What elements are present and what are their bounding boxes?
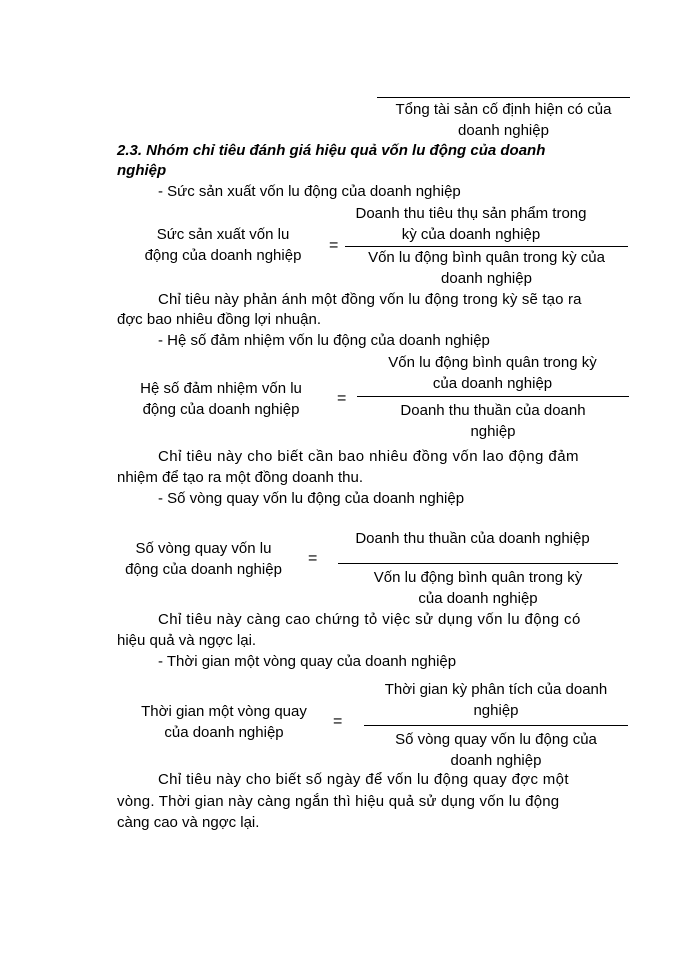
paragraph-line: Chỉ tiêu này cho biết cần bao nhiêu đồng vốn lao động đảm: [158, 448, 579, 465]
text-line: của doanh nghiệp: [418, 590, 538, 607]
text-line: Số vòng quay vốn lu: [135, 540, 272, 557]
text-line: động của doanh nghiệp: [142, 401, 300, 418]
fraction-bar: [364, 725, 628, 726]
bullet-item: - Sức sản xuất vốn lu động của doanh nghiệp: [158, 183, 461, 200]
formula-lhs: [124, 701, 324, 743]
text-line: doanh nghiệp: [450, 752, 542, 769]
section-heading-cont: nghiệp: [117, 162, 167, 179]
fraction-numerator: [360, 352, 625, 394]
text-line: Thời gian kỳ phân tích của doanh: [384, 681, 608, 698]
text-line: động của doanh nghiệp: [125, 561, 282, 578]
paragraph-line: đợc bao nhiêu đồng lợi nhuận.: [117, 311, 321, 328]
text-line: doanh nghiệp: [458, 122, 549, 139]
paragraph-line: càng cao và ngợc lại.: [117, 814, 260, 831]
text-line: doanh nghiệp: [441, 270, 532, 287]
fraction-bar: [338, 563, 618, 564]
text-line: của doanh nghiệp: [164, 724, 284, 741]
formula-lhs: [106, 538, 301, 580]
equals-sign: =: [308, 550, 318, 567]
text-line: Vốn lu động bình quân trong kỳ của: [368, 249, 605, 266]
paragraph-line: nhiệm để tạo ra một đồng doanh thu.: [117, 469, 364, 486]
text-line: Hệ số đảm nhiệm vốn lu: [140, 380, 302, 397]
paragraph-line: Chỉ tiêu này phản ánh một đồng vốn lu động trong kỳ sẽ tạo ra: [158, 291, 582, 308]
paragraph-line: Chỉ tiêu này càng cao chứng tỏ việc sử dụng vốn lu động có: [158, 611, 581, 628]
fraction-numerator: [365, 679, 627, 721]
fraction-denominator-top: [362, 99, 645, 141]
equals-sign: =: [329, 237, 339, 254]
fraction-bar-top: [377, 97, 630, 98]
bullet-item: - Hệ số đảm nhiệm vốn lu động của doanh nghiệp: [158, 332, 490, 349]
paragraph-line: Chỉ tiêu này cho biết số ngày để vốn lu động quay đợc một: [158, 771, 569, 788]
fraction-denominator: [345, 247, 628, 289]
fraction-bar: [357, 396, 629, 397]
text-line: Thời gian một vòng quay: [141, 703, 307, 720]
fraction-numerator: [345, 203, 597, 245]
fraction-denominator: [370, 400, 616, 442]
fraction-numerator: [330, 528, 615, 549]
fraction-denominator: [370, 729, 622, 771]
text-line: Doanh thu thuần của doanh nghiệp: [355, 530, 590, 547]
bullet-item: - Số vòng quay vốn lu động của doanh nghiệp: [158, 490, 465, 507]
bullet-item: - Thời gian một vòng quay của doanh nghiệp: [158, 653, 457, 670]
text-line: Vốn lu động bình quân trong kỳ: [373, 569, 583, 586]
text-line: động của doanh nghiệp: [144, 247, 302, 264]
paragraph-line: hiệu quả và ngợc lại.: [117, 632, 257, 649]
section-heading: 2.3. Nhóm chỉ tiêu đánh giá hiệu quả vốn lu động của doanh: [117, 142, 546, 159]
text-line: nghiệp: [473, 702, 519, 719]
text-line: nghiệp: [470, 423, 516, 440]
text-line: Sức sản xuất vốn lu: [156, 226, 290, 243]
text-line: kỳ của doanh nghiệp: [401, 226, 541, 243]
text-line: Tổng tài sản cố định hiện có của: [395, 101, 612, 118]
fraction-denominator: [343, 567, 613, 609]
text-line: Số vòng quay vốn lu động của: [395, 731, 597, 748]
equals-sign: =: [337, 390, 347, 407]
text-line: Vốn lu động bình quân trong kỳ: [388, 354, 597, 371]
text-line: của doanh nghiệp: [432, 375, 553, 392]
text-line: Doanh thu tiêu thụ sản phẩm trong: [355, 205, 587, 222]
equals-sign: =: [333, 713, 343, 730]
text-line: Doanh thu thuần của doanh: [400, 402, 586, 419]
paragraph-line: vòng. Thời gian này càng ngắn thì hiệu quả sử dụng vốn lu động: [117, 793, 560, 810]
formula-lhs: [128, 224, 318, 266]
formula-lhs: [117, 378, 325, 420]
